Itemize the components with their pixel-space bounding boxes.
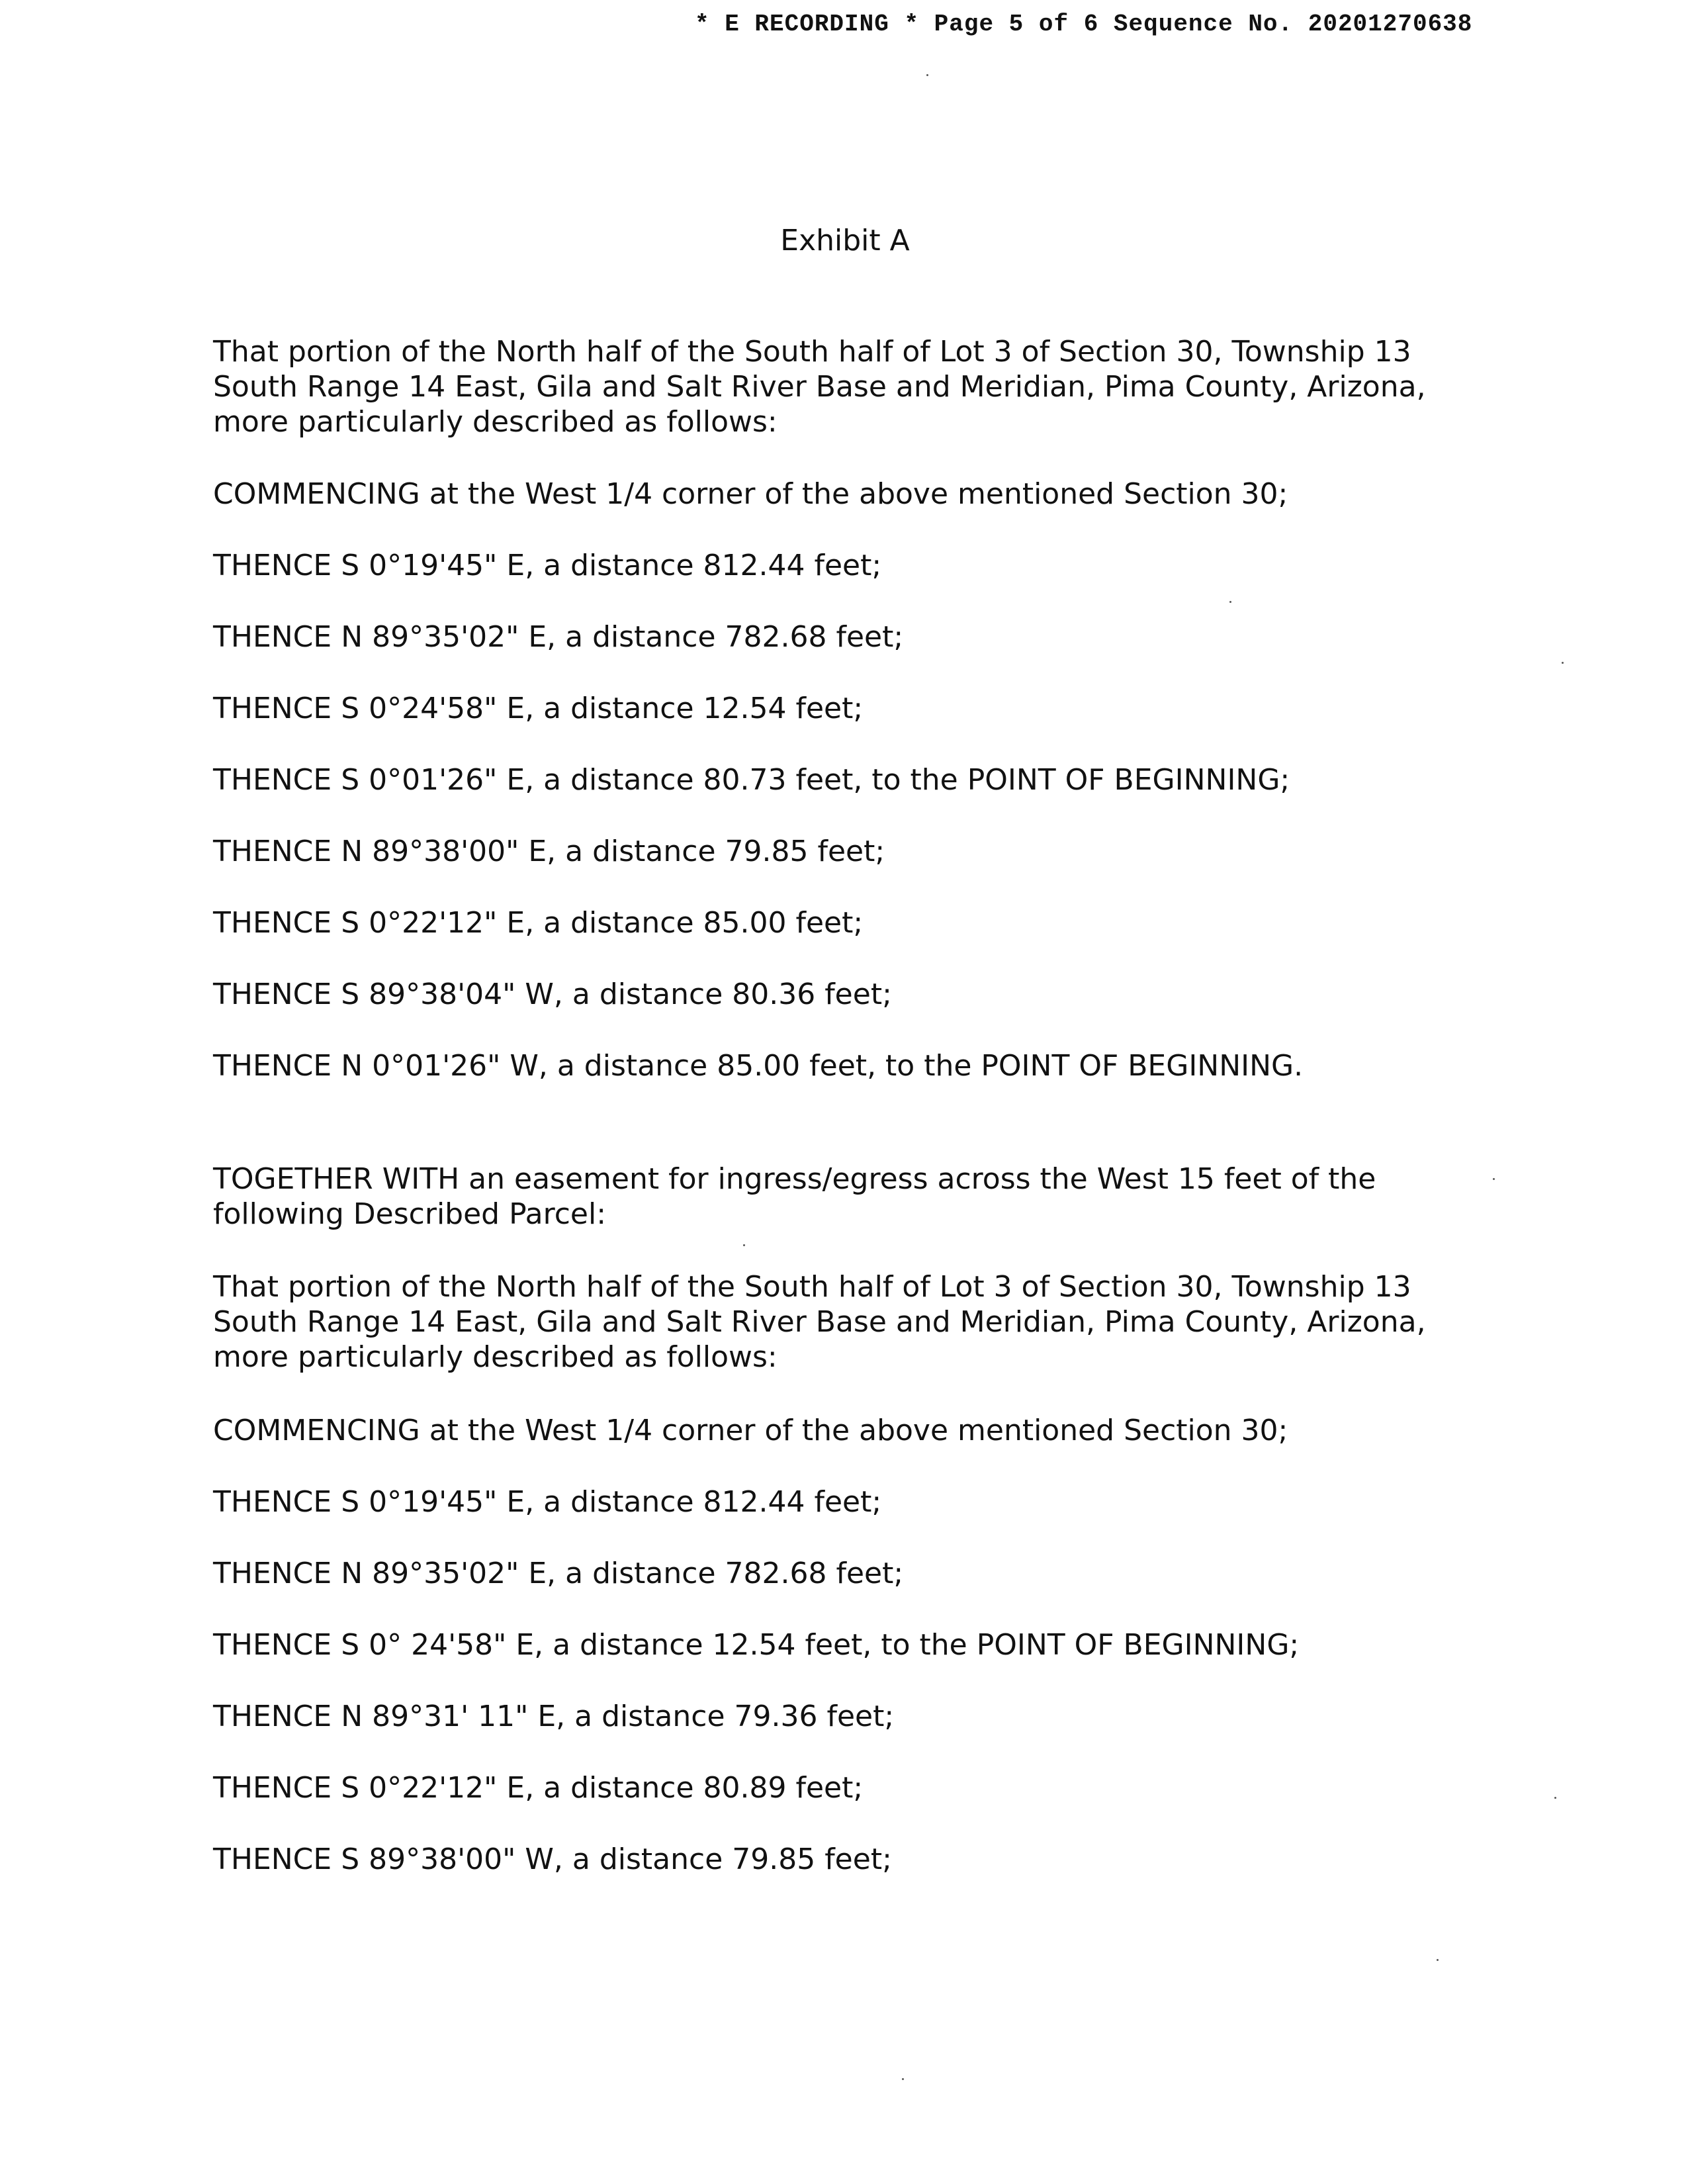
scan-speck	[902, 2078, 904, 2080]
scan-speck	[1493, 1178, 1495, 1180]
easement-call-5: THENCE S 0°22'12" E, a distance 80.89 feet;	[213, 1771, 864, 1805]
easement-description: That portion of the North half of the South half of Lot 3 of Section 30, Township 13 South Range 14 East, Gila and Salt River Base and Meridian, Pima County, Arizona, more particularly described as follows:	[213, 1270, 1426, 1374]
scan-speck	[743, 1244, 745, 1246]
parcel-call-1: THENCE S 0°19'45" E, a distance 812.44 feet;	[213, 549, 882, 582]
parcel-call-5: THENCE N 89°38'00" E, a distance 79.85 feet;	[213, 835, 885, 868]
easement-intro: TOGETHER WITH an easement for ingress/egress across the West 15 feet of the following Described Parcel:	[213, 1162, 1376, 1231]
easement-call-2: THENCE N 89°35'02" E, a distance 782.68 feet;	[213, 1557, 904, 1590]
easement-call-6: THENCE S 89°38'00" W, a distance 79.85 feet;	[213, 1843, 892, 1876]
easement-call-3: THENCE S 0° 24'58" E, a distance 12.54 feet, to the POINT OF BEGINNING;	[213, 1628, 1300, 1662]
parcel-call-8: THENCE N 0°01'26" W, a distance 85.00 feet, to the POINT OF BEGINNING.	[213, 1049, 1304, 1083]
scan-speck	[1437, 1959, 1439, 1961]
parcel-commencing: COMMENCING at the West 1/4 corner of the above mentioned Section 30;	[213, 477, 1288, 511]
scan-speck	[1554, 1797, 1556, 1799]
parcel-call-2: THENCE N 89°35'02" E, a distance 782.68 feet;	[213, 620, 904, 654]
easement-commencing: COMMENCING at the West 1/4 corner of the above mentioned Section 30;	[213, 1414, 1288, 1447]
scan-speck	[1229, 601, 1231, 603]
exhibit-title: Exhibit A	[780, 224, 910, 257]
recording-header: * E RECORDING * Page 5 of 6 Sequence No. 20201270638	[695, 11, 1473, 38]
scan-speck	[1562, 662, 1564, 664]
parcel-call-6: THENCE S 0°22'12" E, a distance 85.00 feet;	[213, 906, 864, 940]
parcel-call-3: THENCE S 0°24'58" E, a distance 12.54 feet;	[213, 692, 864, 725]
easement-call-4: THENCE N 89°31' 11" E, a distance 79.36 feet;	[213, 1700, 895, 1733]
parcel-call-4: THENCE S 0°01'26" E, a distance 80.73 feet, to the POINT OF BEGINNING;	[213, 763, 1290, 797]
parcel-call-7: THENCE S 89°38'04" W, a distance 80.36 feet;	[213, 978, 892, 1011]
easement-call-1: THENCE S 0°19'45" E, a distance 812.44 feet;	[213, 1485, 882, 1519]
parcel-description: That portion of the North half of the South half of Lot 3 of Section 30, Township 13 South Range 14 East, Gila and Salt River Base and Meridian, Pima County, Arizona, more particularly described as follows:	[213, 335, 1426, 439]
scan-speck	[926, 74, 928, 76]
